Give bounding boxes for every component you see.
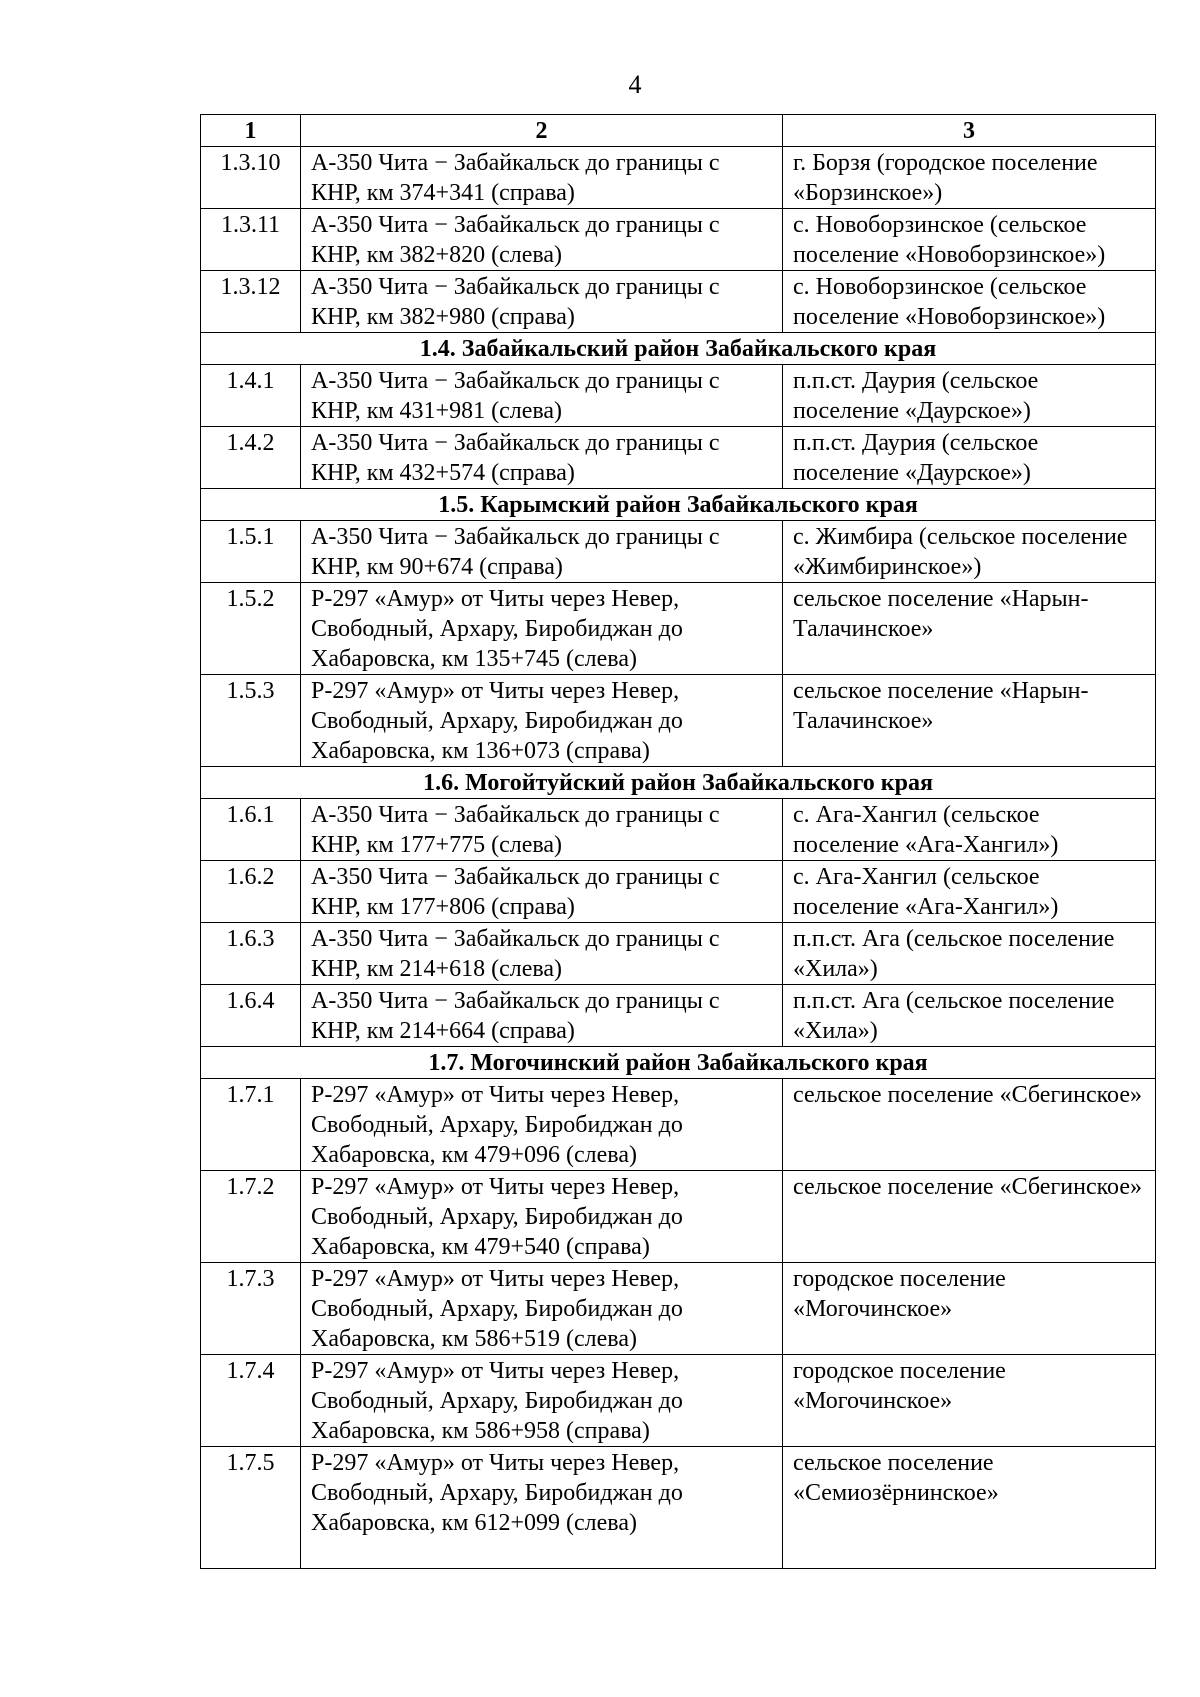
table-row	[201, 1447, 1156, 1569]
section-title: 1.4. Забайкальский район Забайкальского края	[201, 333, 1156, 365]
table-row	[201, 583, 1156, 675]
cell-road: А-350 Чита − Забайкальск до границы с КНР, км 214+618 (слева)	[301, 923, 783, 985]
cell-place: г. Борзя (городское поселение «Борзинское»)	[783, 147, 1156, 209]
cell-road: А-350 Чита − Забайкальск до границы с КНР, км 431+981 (слева)	[301, 365, 783, 427]
cell-number: 1.6.3	[201, 923, 301, 985]
cell-place: сельское поселение «Сбегинское»	[783, 1079, 1156, 1171]
cell-place: сельское поселение «Сбегинское»	[783, 1171, 1156, 1263]
table-row	[201, 427, 1156, 489]
cell-road: Р-297 «Амур» от Читы через Невер, Свободный, Архару, Биробиджан до Хабаровска, км 135+745 (слева)	[301, 583, 783, 675]
cell-place: п.п.ст. Ага (сельское поселение «Хила»)	[783, 985, 1156, 1047]
table-row	[201, 985, 1156, 1047]
section-title: 1.7. Могочинский район Забайкальского края	[201, 1047, 1156, 1079]
cell-road: А-350 Чита − Забайкальск до границы с КНР, км 432+574 (справа)	[301, 427, 783, 489]
table-row	[201, 365, 1156, 427]
cell-road: Р-297 «Амур» от Читы через Невер, Свободный, Архару, Биробиджан до Хабаровска, км 612+099 (слева)	[301, 1447, 783, 1569]
cell-number: 1.7.2	[201, 1171, 301, 1263]
table-row	[201, 1263, 1156, 1355]
cell-place: городское поселение «Могочинское»	[783, 1263, 1156, 1355]
page-number: 4	[628, 70, 642, 99]
section-title: 1.6. Могойтуйский район Забайкальского края	[201, 767, 1156, 799]
cell-number: 1.6.1	[201, 799, 301, 861]
cell-road: Р-297 «Амур» от Читы через Невер, Свободный, Архару, Биробиджан до Хабаровска, км 586+519 (слева)	[301, 1263, 783, 1355]
cell-place: с. Жимбира (сельское поселение «Жимбиринское»)	[783, 521, 1156, 583]
cell-number: 1.4.2	[201, 427, 301, 489]
cell-place: п.п.ст. Ага (сельское поселение «Хила»)	[783, 923, 1156, 985]
cell-road: А-350 Чита − Забайкальск до границы с КНР, км 382+820 (слева)	[301, 209, 783, 271]
table-row	[201, 799, 1156, 861]
section-title: 1.5. Карымский район Забайкальского края	[201, 489, 1156, 521]
document-table	[200, 114, 1156, 1569]
cell-place: с. Ага-Хангил (сельское поселение «Ага-Хангил»)	[783, 799, 1156, 861]
cell-number: 1.3.12	[201, 271, 301, 333]
cell-road: А-350 Чита − Забайкальск до границы с КНР, км 374+341 (справа)	[301, 147, 783, 209]
cell-place: с. Ага-Хангил (сельское поселение «Ага-Хангил»)	[783, 861, 1156, 923]
cell-road: А-350 Чита − Забайкальск до границы с КНР, км 214+664 (справа)	[301, 985, 783, 1047]
section-header-row	[201, 1047, 1156, 1079]
table-body	[201, 115, 1156, 1569]
cell-road: А-350 Чита − Забайкальск до границы с КНР, км 90+674 (справа)	[301, 521, 783, 583]
table-row	[201, 1079, 1156, 1171]
cell-road: Р-297 «Амур» от Читы через Невер, Свободный, Архару, Биробиджан до Хабаровска, км 136+073 (справа)	[301, 675, 783, 767]
cell-place: п.п.ст. Даурия (сельское поселение «Даурское»)	[783, 427, 1156, 489]
cell-number: 1.4.1	[201, 365, 301, 427]
cell-place: п.п.ст. Даурия (сельское поселение «Даурское»)	[783, 365, 1156, 427]
table-row	[201, 923, 1156, 985]
cell-road: А-350 Чита − Забайкальск до границы с КНР, км 177+775 (слева)	[301, 799, 783, 861]
cell-number: 1.7.3	[201, 1263, 301, 1355]
table-row	[201, 861, 1156, 923]
cell-number: 1.7.5	[201, 1447, 301, 1569]
cell-road: А-350 Чита − Забайкальск до границы с КНР, км 177+806 (справа)	[301, 861, 783, 923]
section-header-row	[201, 767, 1156, 799]
table-row	[201, 147, 1156, 209]
cell-number: 1.5.2	[201, 583, 301, 675]
cell-number: 1.5.1	[201, 521, 301, 583]
cell-number: 1.6.2	[201, 861, 301, 923]
cell-place: городское поселение «Могочинское»	[783, 1355, 1156, 1447]
header-cell-number: 1	[201, 115, 301, 147]
table-row	[201, 209, 1156, 271]
cell-road: А-350 Чита − Забайкальск до границы с КНР, км 382+980 (справа)	[301, 271, 783, 333]
table-header-row	[201, 115, 1156, 147]
header-cell-place: 3	[783, 115, 1156, 147]
cell-number: 1.7.1	[201, 1079, 301, 1171]
cell-number: 1.5.3	[201, 675, 301, 767]
cell-place: сельское поселение «Семиозёрнинское»	[783, 1447, 1156, 1569]
cell-place: сельское поселение «Нарын-Талачинское»	[783, 675, 1156, 767]
cell-number: 1.7.4	[201, 1355, 301, 1447]
cell-place: с. Новоборзинское (сельское поселение «Новоборзинское»)	[783, 209, 1156, 271]
header-cell-road: 2	[301, 115, 783, 147]
section-header-row	[201, 333, 1156, 365]
cell-place: сельское поселение «Нарын-Талачинское»	[783, 583, 1156, 675]
cell-number: 1.3.10	[201, 147, 301, 209]
cell-number: 1.3.11	[201, 209, 301, 271]
cell-road: Р-297 «Амур» от Читы через Невер, Свободный, Архару, Биробиджан до Хабаровска, км 479+096 (слева)	[301, 1079, 783, 1171]
table-row	[201, 1355, 1156, 1447]
cell-number: 1.6.4	[201, 985, 301, 1047]
table-row	[201, 1171, 1156, 1263]
cell-place: с. Новоборзинское (сельское поселение «Новоборзинское»)	[783, 271, 1156, 333]
section-header-row	[201, 489, 1156, 521]
cell-road: Р-297 «Амур» от Читы через Невер, Свободный, Архару, Биробиджан до Хабаровска, км 479+540 (справа)	[301, 1171, 783, 1263]
table-row	[201, 675, 1156, 767]
cell-road: Р-297 «Амур» от Читы через Невер, Свободный, Архару, Биробиджан до Хабаровска, км 586+958 (справа)	[301, 1355, 783, 1447]
table-row	[201, 521, 1156, 583]
table-row	[201, 271, 1156, 333]
